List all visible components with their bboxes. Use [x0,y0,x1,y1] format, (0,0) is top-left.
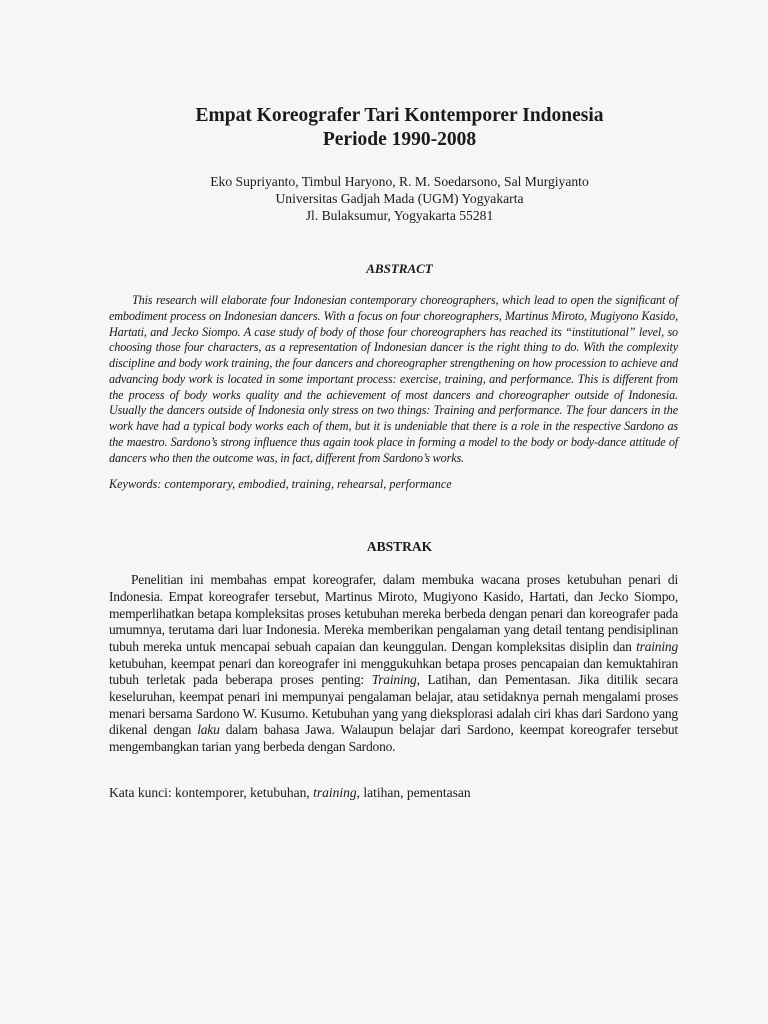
abstract-keywords: Keywords: contemporary, embodied, training, rehearsal, performance [109,477,452,492]
title-line-2: Periode 1990-2008 [322,129,477,150]
author-address: Jl. Bulaksumur, Yogyakarta 55281 [305,208,494,223]
paper-title [109,104,678,152]
abstract-heading: ABSTRACT [366,261,433,276]
title-line-1: Empat Koreografer Tari Kontemporer Indonesia [195,105,604,126]
abstrak-text-4: dalam bahasa Jawa. Walaupun belajar dari Sardono, keempat koreografer tersebut mengembangkan tarian yang berbeda dengan Sardono. [109,722,678,754]
kata-kunci-italic: training [313,785,357,801]
abstrak-text-1: Penelitian ini membahas empat koreografer, dalam membuka wacana proses ketubuhan penari di Indonesia. Empat koreografer tersebut, Martinus Miroto, Mugiyono Kasido, Hartati, dan Jecko Siompo, memperlihatkan betapa kompleksitas proses ketubuhan mereka berbeda dengan penari dan koreografer pada umumnya, terutama dari luar Indonesia. Mereka memberikan pengalaman yang detail tentang pendisiplinan tubuh mereka untuk mencapai sebuah capaian dan keunggulan. Dengan kompleksitas disiplin dan [109,572,678,654]
abstrak-text-2: ketubuhan, keempat penari dan koreografer ini menggukuhkan betapa proses pencapaian dan kemuktahiran tubuh terletak pada beberapa proses penting: [109,655,678,688]
abstrak-italic-2: Training [371,672,417,688]
abstrak-italic-1: training [636,638,678,654]
abstrak-body [109,572,678,755]
abstrak-heading: ABSTRAK [366,539,433,555]
kata-kunci-suffix: , latihan, pementasan [356,785,471,801]
abstract-body: This research will elaborate four Indonesian contemporary choreographers, which lead to open the significant of embodiment process on Indonesian dancers. With a focus on four choreographers, Martinus Miroto, Mugiyono Kasido, Hartati, and Jecko Siompo. A case study of body of those four choreographers has reached its “institutional” level, so choosing those four characters, as a representation of Indonesian dancer is the right thing to do. With the complexity discipline and body work training, the four dancers and choreographer strengthening on how procession to achieve and advancing body work is located in some important process: exercise, training, and performance. This is different from the process of body works quality and the achievement of most dancers and choreographer outside of Indonesia. Usually the dancers outside of Indonesia only stress on two things: Training and performance. The four dancers in the work have had a typical body works each of them, but it is undeniable that there is a role in the respective Sardono as the maestro. Sardono’s strong influence thus again took place in forming a model to the body or body-dance attitude of dancers who then the outcome was, in fact, different from Sardono’s works. [109,293,678,465]
author-block [109,173,678,224]
author-names: Eko Supriyanto, Timbul Haryono, R. M. Soedarsono, Sal Murgiyanto [210,174,589,189]
kata-kunci-prefix: Kata kunci: kontemporer, ketubuhan, [109,785,314,801]
abstrak-italic-3: laku [197,722,220,738]
abstrak-text-3: , Latihan, dan Pementasan. Jika ditilik secara keseluruhan, keempat penari ini mempunyai pengalaman belajar, atau setidaknya pernah mengalami proses menari bersama Sardono W. Kusumo. Ketubuhan yang yang dieksplorasi adalah ciri khas dari Sardono yang dikenal dengan [109,672,678,738]
abstrak-keywords [109,784,678,801]
author-affiliation: Universitas Gadjah Mada (UGM) Yogyakarta [275,191,524,206]
